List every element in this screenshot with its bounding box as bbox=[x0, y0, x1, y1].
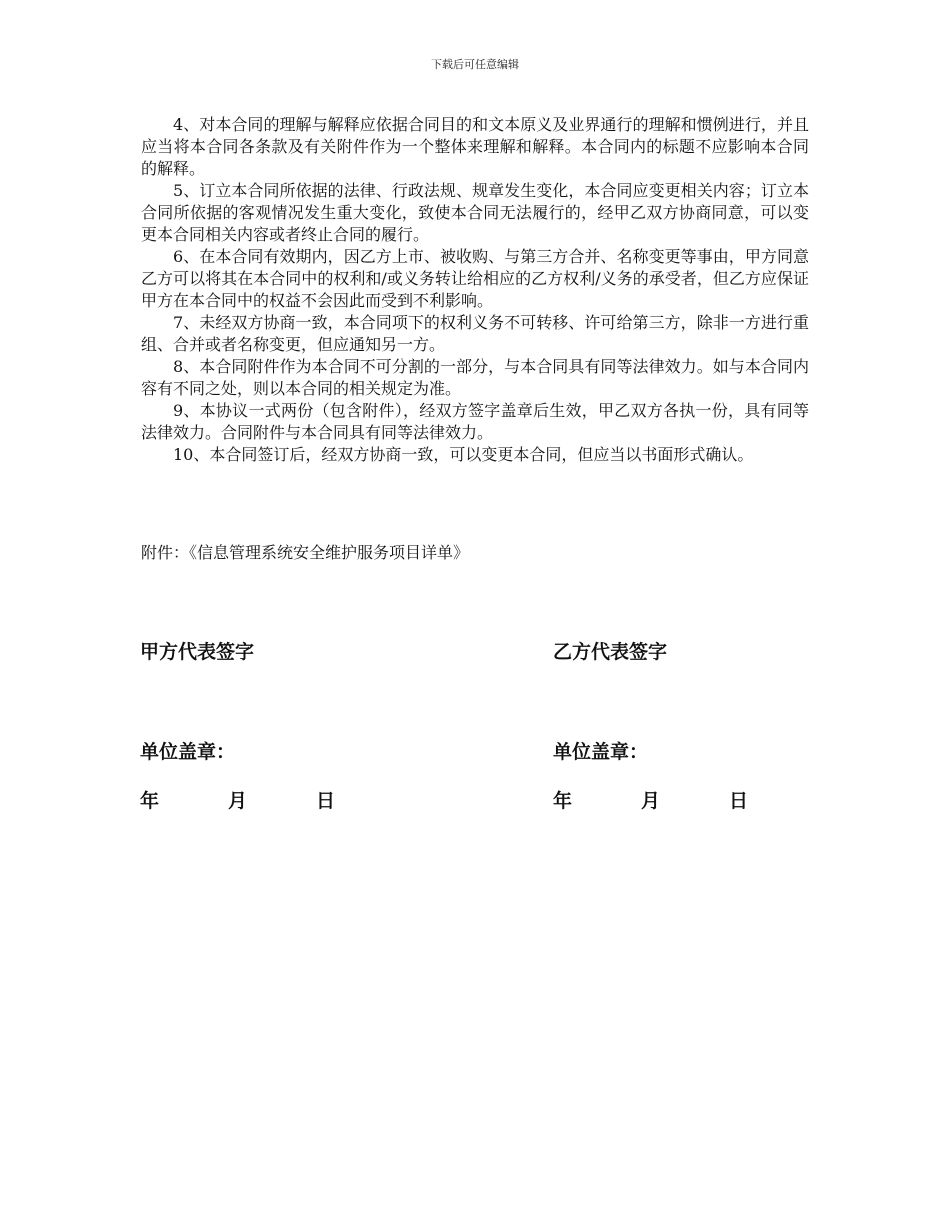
party-a-sign-label: 甲方代表签字 bbox=[140, 641, 255, 663]
party-a-date bbox=[140, 789, 335, 813]
party-b-date bbox=[553, 789, 748, 813]
party-b-day-label: 日 bbox=[729, 790, 749, 812]
party-b-year-label: 年 bbox=[553, 790, 573, 812]
clause-8: 8、本合同附件作为本合同不可分割的一部分，与本合同具有同等法律效力。如与本合同内容有不同之处，则以本合同的相关规定为准。 bbox=[141, 357, 809, 398]
contract-clauses bbox=[141, 114, 809, 466]
clause-4: 4、对本合同的理解与解释应依据合同目的和文本原义及业界通行的理解和惯例进行，并且应当将本合同各条款及有关附件作为一个整体来理解和解释。本合同内的标题不应影响本合同的解释。 bbox=[141, 115, 809, 178]
clause-10: 10、本合同签订后，经双方协商一致，可以变更本合同，但应当以书面形式确认。 bbox=[173, 445, 754, 464]
party-a-seal-label: 单位盖章： bbox=[140, 741, 236, 763]
party-b-sign-label: 乙方代表签字 bbox=[553, 641, 668, 663]
party-b-seal-label: 单位盖章： bbox=[553, 741, 649, 763]
page-header-note: 下载后可任意编辑 bbox=[431, 58, 519, 71]
party-a-month-label: 月 bbox=[228, 790, 248, 812]
party-a-day-label: 日 bbox=[316, 790, 336, 812]
party-b-month-label: 月 bbox=[641, 790, 661, 812]
attachment-line: 附件：《信息管理系统安全维护服务项目详单》 bbox=[141, 543, 470, 562]
clause-9: 9、本协议一式两份（包含附件），经双方签字盖章后生效，甲乙双方各执一份，具有同等法律效力。合同附件与本合同具有同等法律效力。 bbox=[141, 401, 809, 442]
clause-6: 6、在本合同有效期内，因乙方上市、被收购、与第三方合并、名称变更等事由，甲方同意乙方可以将其在本合同中的权利和/或义务转让给相应的乙方权利/义务的承受者，但乙方应保证甲方在本合同中的权益不会因此而受到不利影响。 bbox=[141, 247, 809, 310]
party-a-year-label: 年 bbox=[140, 790, 160, 812]
clause-7: 7、未经双方协商一致，本合同项下的权利义务不可转移、许可给第三方，除非一方进行重组、合并或者名称变更，但应通知另一方。 bbox=[141, 313, 809, 354]
clause-5: 5、订立本合同所依据的法律、行政法规、规章发生变化，本合同应变更相关内容；订立本合同所依据的客观情况发生重大变化，致使本合同无法履行的，经甲乙双方协商同意，可以变更本合同相关内容或者终止合同的履行。 bbox=[141, 181, 809, 244]
